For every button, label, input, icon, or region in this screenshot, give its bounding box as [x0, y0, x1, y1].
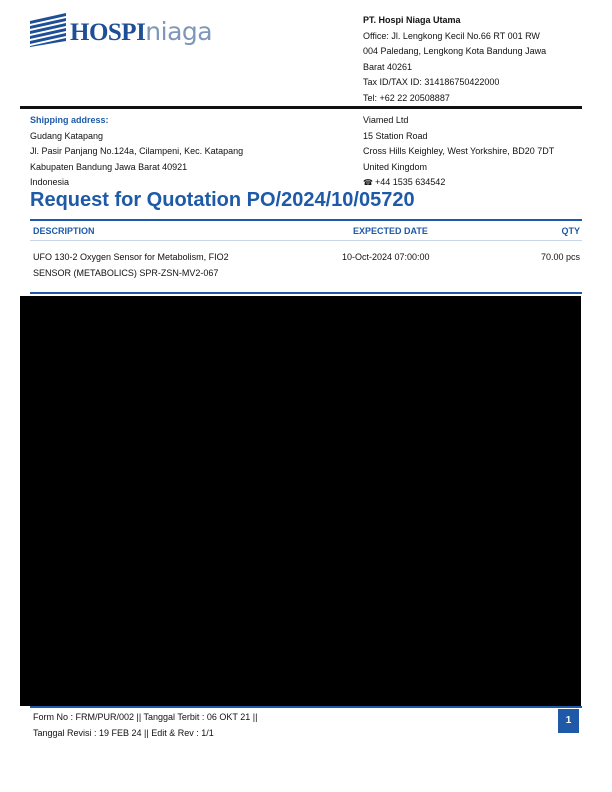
description-line1: UFO 130-2 Oxygen Sensor for Metabolism, FIO2	[33, 252, 229, 262]
redacted-area	[20, 296, 581, 706]
footer-form-info	[33, 710, 257, 741]
vendor-address	[363, 113, 593, 191]
footer-divider	[30, 706, 582, 708]
table-row-description	[33, 250, 283, 281]
company-logo	[28, 13, 228, 49]
logo-wordmark: HOSPIniaga	[70, 17, 213, 46]
table-row-expected-date: 10-Oct-2024 07:00:00	[342, 252, 430, 262]
column-header-qty: QTY	[561, 226, 580, 236]
table-header-top-rule	[30, 219, 582, 221]
table-header-bottom-rule	[30, 240, 582, 241]
table-bottom-rule	[30, 292, 582, 294]
vendor-phone: +44 1535 634542	[375, 177, 446, 187]
vendor-line2: Cross Hills Keighley, West Yorkshire, BD20 7DT	[363, 146, 555, 156]
footer-line2: Tanggal Revisi : 19 FEB 24 || Edit & Rev : 1/1	[33, 727, 214, 738]
company-info	[363, 13, 593, 106]
column-header-expected-date: EXPECTED DATE	[353, 226, 428, 236]
table-row-qty: 70.00 pcs	[540, 252, 580, 262]
shipping-address	[30, 113, 330, 191]
shipping-country: Indonesia	[30, 177, 70, 187]
company-address-line3: Barat 40261	[363, 61, 413, 72]
document-title: Request for Quotation PO/2024/10/05720	[30, 189, 415, 211]
column-header-description: DESCRIPTION	[33, 226, 95, 236]
company-tel: Tel: +62 22 20508887	[363, 92, 450, 103]
shipping-name: Gudang Katapang	[30, 130, 104, 141]
phone-icon: ☎	[363, 178, 373, 187]
description-line2: SENSOR (METABOLICS) SPR-ZSN-MV2-067	[33, 267, 219, 278]
company-tax-id: Tax ID/TAX ID: 314186750422000	[363, 77, 500, 87]
company-address-line1: Office: Jl. Lengkong Kecil No.66 RT 001 RW	[363, 30, 540, 41]
shipping-line1: Jl. Pasir Panjang No.124a, Cilampeni, Kec. Katapang	[30, 146, 244, 156]
header-divider	[20, 106, 582, 109]
footer-line1: Form No : FRM/PUR/002 || Tanggal Terbit : 06 OKT 21 ||	[33, 712, 258, 722]
company-name: PT. Hospi Niaga Utama	[363, 15, 461, 25]
logo-stripes-icon	[28, 13, 68, 47]
vendor-line1: 15 Station Road	[363, 130, 428, 141]
company-address-line2: 004 Paledang, Lengkong Kota Bandung Jawa	[363, 46, 547, 56]
vendor-country: United Kingdom	[363, 161, 428, 172]
shipping-line2: Kabupaten Bandung Jawa Barat 40921	[30, 161, 188, 172]
page-number-badge: 1	[558, 709, 579, 733]
vendor-name: Viamed Ltd	[363, 115, 409, 125]
shipping-label: Shipping address:	[30, 115, 109, 125]
